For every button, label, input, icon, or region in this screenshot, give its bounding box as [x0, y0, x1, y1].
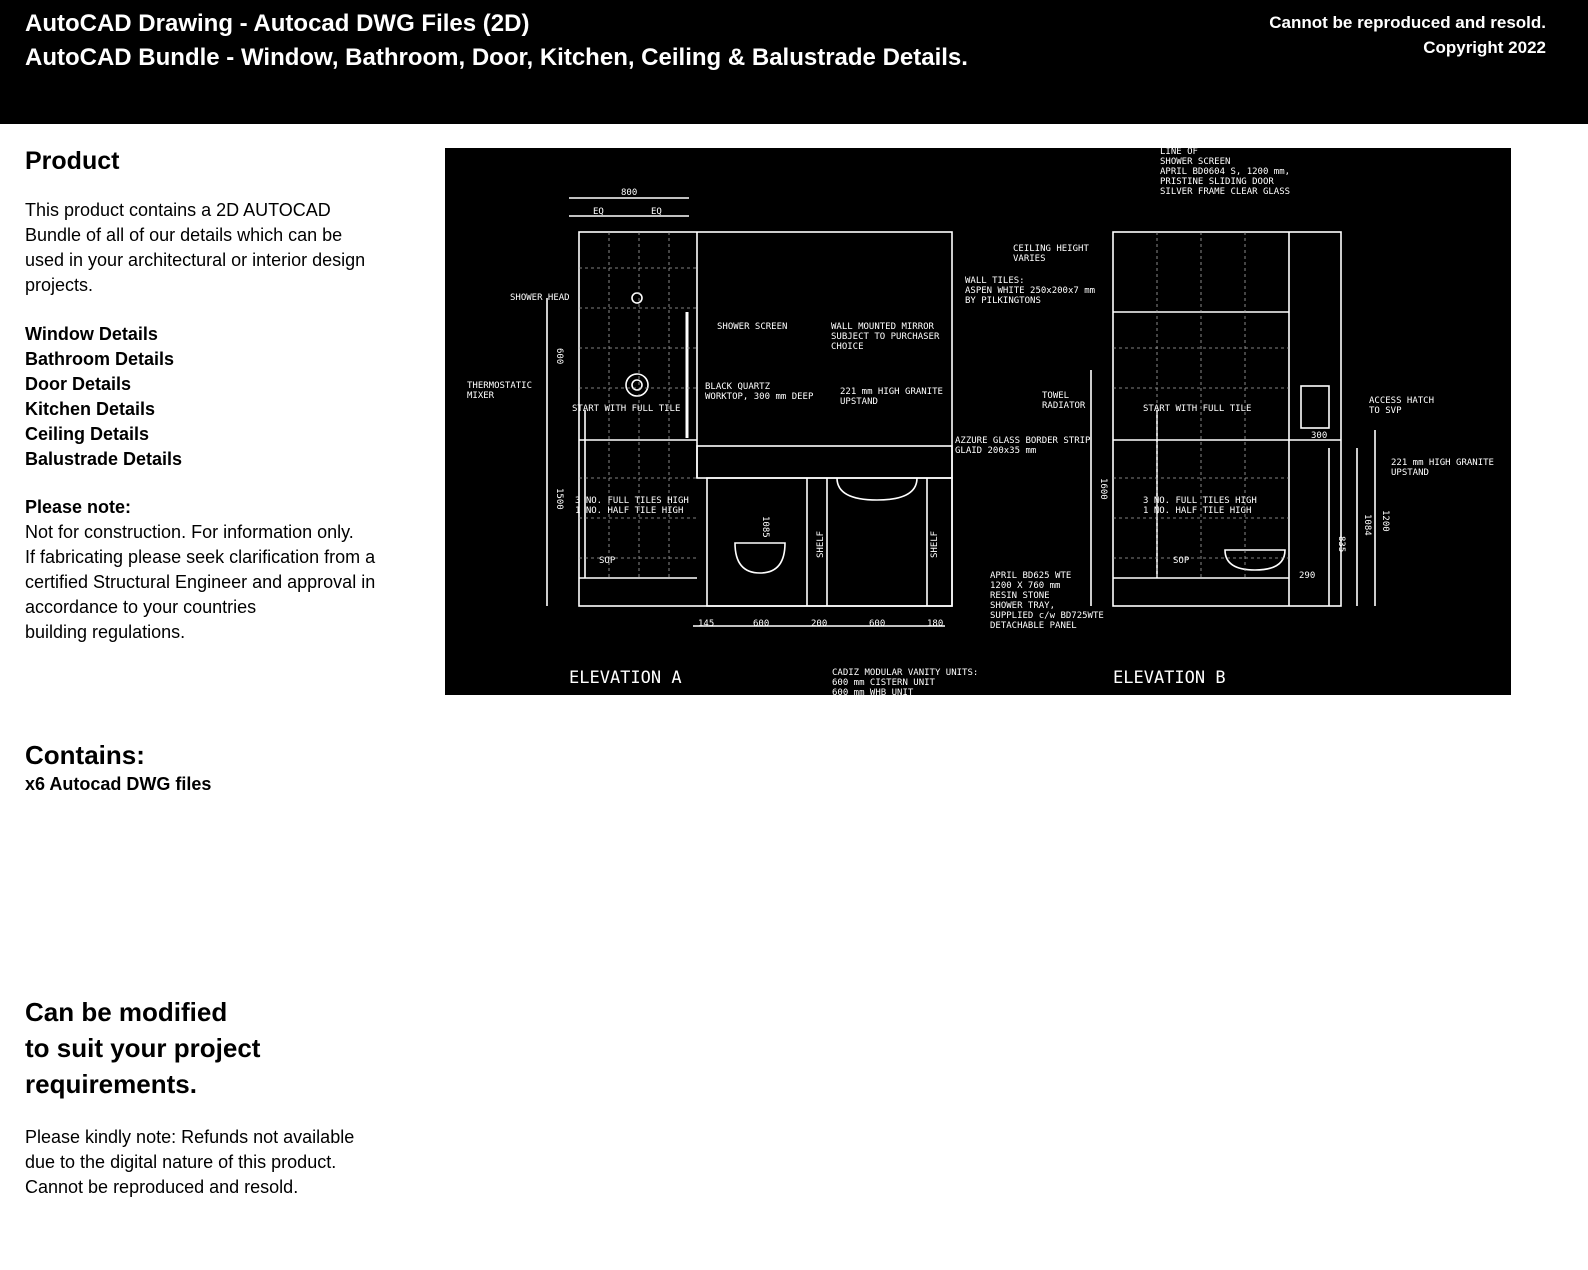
dim-bottom: 180: [927, 619, 944, 629]
label-ceiling: VARIES: [1013, 254, 1046, 264]
description-line: This product contains a 2D AUTOCAD: [25, 200, 331, 220]
label-towel: TOWEL: [1042, 391, 1070, 401]
label-tray: SHOWER TRAY,: [990, 601, 1056, 611]
label-vanity: CADIZ MODULAR VANITY UNITS:: [832, 668, 979, 678]
detail-item: Balustrade Details: [25, 449, 183, 469]
dim-1084: 1084: [1362, 514, 1372, 536]
note-line: If fabricating please seek clarification from a: [25, 547, 376, 567]
description-line: projects.: [25, 275, 94, 295]
label-start-tile: START WITH FULL TILE: [572, 404, 681, 414]
access-hatch: [1301, 386, 1329, 428]
dim-1500: 1500: [554, 488, 564, 510]
worktop: [697, 446, 952, 478]
label-shower-screen-b: SHOWER SCREEN: [1160, 157, 1231, 167]
label-border: GLAID 200x35 mm: [955, 446, 1037, 456]
dim-bottom: 600: [753, 619, 770, 629]
label-wall-tiles: WALL TILES:: [965, 276, 1025, 286]
please-note: [25, 495, 405, 645]
label-tray: RESIN STONE: [990, 591, 1050, 601]
refund-line: Please kindly note: Refunds not available: [25, 1127, 355, 1147]
label-shelf: SHELF: [930, 530, 940, 558]
elevation-a-title: ELEVATION A: [569, 668, 682, 688]
dim-1085: 1085: [760, 516, 770, 538]
refund-line: due to the digital nature of this product.: [25, 1152, 337, 1172]
label-shower-screen: SHOWER SCREEN: [717, 322, 788, 332]
description-line: used in your architectural or interior design: [25, 250, 366, 270]
dim-1600: 1600: [1098, 478, 1108, 500]
label-tray: 1200 X 760 mm: [990, 581, 1061, 591]
product-description: [25, 198, 405, 298]
dim-300: 300: [1311, 431, 1328, 441]
dim-bottom: 145: [698, 619, 715, 629]
label-towel: RADIATOR: [1042, 401, 1086, 411]
modified-line: requirements.: [25, 1069, 197, 1099]
elevations-svg: [445, 148, 1511, 695]
label-thermostatic: MIXER: [467, 391, 495, 401]
label-upstand-b: 221 mm HIGH GRANITE: [1391, 458, 1494, 468]
cad-drawing-preview: [445, 148, 1511, 695]
dim-290: 290: [1299, 571, 1316, 581]
label-ceiling: CEILING HEIGHT: [1013, 244, 1089, 254]
modified-line: to suit your project: [25, 1033, 261, 1063]
label-tray: DETACHABLE PANEL: [990, 621, 1077, 631]
label-sop-b: SOP: [1173, 556, 1190, 566]
contains-item: x6 Autocad DWG files: [25, 774, 212, 794]
label-access-hatch: TO SVP: [1369, 406, 1402, 416]
dim-eq: EQ: [593, 207, 604, 217]
dim-800: 800: [621, 188, 638, 198]
label-tiles-high-b: 1 NO. HALF TILE HIGH: [1143, 506, 1252, 516]
note-line: accordance to your countries: [25, 597, 257, 617]
label-wall-tiles: ASPEN WHITE 250x200x7 mm: [965, 286, 1096, 296]
note-line: certified Structural Engineer and approval in: [25, 572, 376, 592]
label-border: AZZURE GLASS BORDER STRIP: [955, 436, 1091, 446]
contains-heading: Contains:: [25, 740, 145, 770]
elevation-b-title: ELEVATION B: [1113, 668, 1226, 688]
label-upstand: 221 mm HIGH GRANITE: [840, 387, 943, 397]
label-tray: SUPPLIED c/w BD725WTE: [990, 611, 1104, 621]
page-title: AutoCAD Drawing - Autocad DWG Files (2D): [25, 10, 530, 37]
refund-note: [25, 1125, 405, 1200]
description-line: Bundle of all of our details which can be: [25, 225, 343, 245]
detail-item: Window Details: [25, 324, 158, 344]
note-line: Not for construction. For information only.: [25, 522, 354, 542]
detail-item: Kitchen Details: [25, 399, 156, 419]
label-shower-screen-b: APRIL BD0604 S, 1200 mm,: [1160, 167, 1291, 177]
modified-line: Can be modified: [25, 997, 228, 1027]
label-mirror: CHOICE: [831, 342, 864, 352]
label-tray: APRIL BD625 WTE: [990, 571, 1072, 581]
header-bar: [0, 0, 1588, 124]
label-shower-screen-b: LINE OF: [1160, 148, 1198, 157]
label-upstand: UPSTAND: [840, 397, 878, 407]
note-title: Please note:: [25, 497, 132, 517]
notice-line: Cannot be reproduced and resold.: [1269, 13, 1546, 32]
label-worktop: WORKTOP, 300 mm DEEP: [705, 392, 814, 402]
label-access-hatch: ACCESS HATCH: [1369, 396, 1435, 406]
dim-bottom: 200: [811, 619, 828, 629]
label-mirror: WALL MOUNTED MIRROR: [831, 322, 934, 332]
detail-item: Door Details: [25, 374, 132, 394]
refund-line: Cannot be reproduced and resold.: [25, 1177, 299, 1197]
label-shower-screen-b: PRISTINE SLIDING DOOR: [1160, 177, 1274, 187]
label-wall-tiles: BY PILKINGTONS: [965, 296, 1041, 306]
label-worktop: BLACK QUARTZ: [705, 382, 771, 392]
note-line: building regulations.: [25, 622, 186, 642]
label-start-tile-b: START WITH FULL TILE: [1143, 404, 1252, 414]
label-upstand-b: UPSTAND: [1391, 468, 1429, 478]
page-subtitle: AutoCAD Bundle - Window, Bathroom, Door, Kitchen, Ceiling & Balustrade Details.: [25, 44, 968, 71]
label-shelf: SHELF: [816, 530, 826, 558]
dim-1200: 1200: [1380, 510, 1390, 532]
copyright-notice: [1269, 10, 1546, 60]
modified-heading: [25, 994, 260, 1102]
label-tiles-high: 3 NO. FULL TILES HIGH: [575, 496, 689, 506]
dim-600: 600: [554, 348, 564, 365]
label-shower-head: SHOWER HEAD: [510, 293, 570, 303]
dim-bottom: 600: [869, 619, 886, 629]
copyright-line: Copyright 2022: [1423, 38, 1546, 57]
dim-eq: EQ: [651, 207, 662, 217]
label-thermostatic: THERMOSTATIC: [467, 381, 533, 391]
label-mirror: SUBJECT TO PURCHASER: [831, 332, 940, 342]
label-vanity: 600 mm WHB UNIT: [832, 688, 914, 695]
label-shower-screen-b: SILVER FRAME CLEAR GLASS: [1160, 187, 1291, 197]
label-vanity: 600 mm CISTERN UNIT: [832, 678, 935, 688]
detail-item: Ceiling Details: [25, 424, 150, 444]
label-sop: SOP: [599, 556, 616, 566]
label-tiles-high-b: 3 NO. FULL TILES HIGH: [1143, 496, 1257, 506]
details-list: [25, 322, 182, 472]
dim-835: 835: [1336, 536, 1346, 553]
detail-item: Bathroom Details: [25, 349, 175, 369]
elevation-a-outline: [579, 232, 952, 606]
label-tiles-high: 1 NO. HALF TILE HIGH: [575, 506, 684, 516]
product-heading: Product: [25, 147, 120, 175]
